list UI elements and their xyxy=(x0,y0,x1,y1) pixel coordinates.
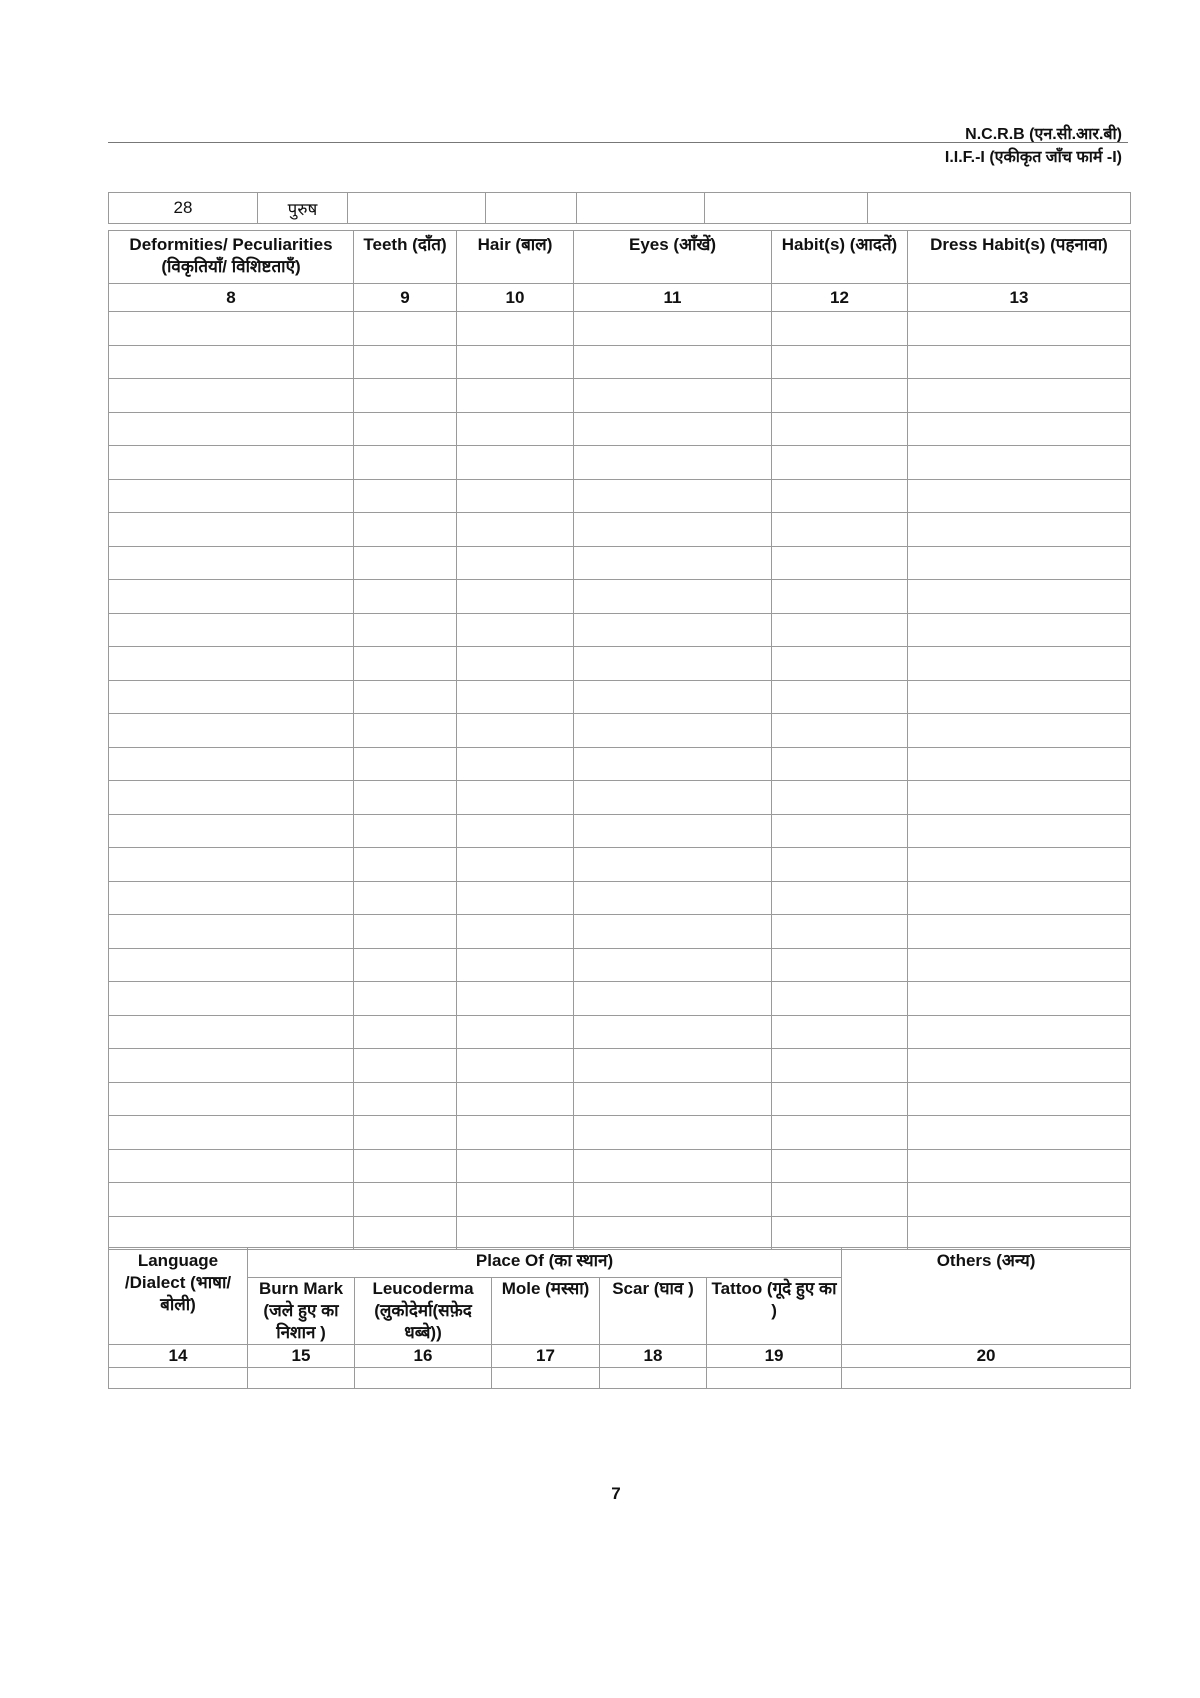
entry-cell[interactable] xyxy=(908,848,1131,882)
entry-row xyxy=(109,1216,1131,1250)
entry-cell[interactable] xyxy=(457,1183,574,1217)
entry-cell[interactable] xyxy=(574,1149,772,1183)
entry-cell[interactable] xyxy=(908,412,1131,446)
entry-cell[interactable] xyxy=(772,680,908,714)
entry-cell[interactable] xyxy=(574,848,772,882)
column-number: 18 xyxy=(600,1345,707,1368)
entry-cell[interactable] xyxy=(772,1015,908,1049)
entry-cell[interactable] xyxy=(908,982,1131,1016)
entry-cell[interactable] xyxy=(109,948,354,982)
entry-cell[interactable] xyxy=(109,881,354,915)
entry-cell[interactable] xyxy=(772,312,908,346)
blank-rows xyxy=(109,312,1131,1250)
entry-row xyxy=(109,948,1131,982)
entry-cell[interactable] xyxy=(574,1116,772,1150)
entry-cell[interactable] xyxy=(908,546,1131,580)
entry-cell[interactable] xyxy=(457,345,574,379)
burn-mark-header: Burn Mark (जले हुए का निशान ) xyxy=(248,1278,355,1345)
entry-cell[interactable] xyxy=(908,1049,1131,1083)
column-number: 11 xyxy=(574,284,772,312)
entry-cell[interactable] xyxy=(908,714,1131,748)
deformities-header: Deformities/ Peculiarities (विकृतियाँ/ विशिष्टताएँ) xyxy=(109,231,354,284)
entry-cell[interactable] xyxy=(109,446,354,480)
form-code-ncrb: N.C.R.B (एन.सी.आर.बी) xyxy=(965,126,1122,143)
entry-cell[interactable] xyxy=(772,948,908,982)
entry-cell[interactable] xyxy=(354,948,457,982)
entry-cell[interactable] xyxy=(457,1216,574,1250)
entry-cell[interactable] xyxy=(457,647,574,681)
entry-cell[interactable] xyxy=(354,747,457,781)
entry-cell[interactable] xyxy=(772,881,908,915)
place-of-header: Place Of (का स्थान) xyxy=(248,1248,842,1278)
entry-cell[interactable] xyxy=(908,312,1131,346)
entry-cell[interactable] xyxy=(109,379,354,413)
entry-cell[interactable] xyxy=(457,546,574,580)
entry-cell[interactable] xyxy=(908,1183,1131,1217)
entry-cell[interactable] xyxy=(908,680,1131,714)
entry-cell[interactable] xyxy=(109,1049,354,1083)
entry-cell[interactable] xyxy=(707,1368,842,1389)
entry-cell[interactable] xyxy=(457,1116,574,1150)
entry-cell[interactable] xyxy=(772,1082,908,1116)
entry-cell[interactable] xyxy=(772,513,908,547)
blank-cell[interactable] xyxy=(868,193,1131,224)
entry-cell[interactable] xyxy=(109,647,354,681)
entry-cell[interactable] xyxy=(574,1183,772,1217)
entry-cell[interactable] xyxy=(354,412,457,446)
entry-cell[interactable] xyxy=(908,379,1131,413)
entry-cell[interactable] xyxy=(109,1015,354,1049)
eyes-header: Eyes (आँखें) xyxy=(574,231,772,284)
entry-row xyxy=(109,848,1131,882)
entry-cell[interactable] xyxy=(354,1116,457,1150)
entry-cell[interactable] xyxy=(354,1015,457,1049)
header-divider xyxy=(108,142,1128,143)
entry-cell[interactable] xyxy=(248,1368,355,1389)
entry-cell[interactable] xyxy=(109,345,354,379)
entry-cell[interactable] xyxy=(457,379,574,413)
entry-cell[interactable] xyxy=(457,680,574,714)
blank-cell[interactable] xyxy=(486,193,577,224)
entry-cell[interactable] xyxy=(109,1183,354,1217)
entry-cell[interactable] xyxy=(908,1149,1131,1183)
column-number: 10 xyxy=(457,284,574,312)
entry-cell[interactable] xyxy=(354,1082,457,1116)
entry-cell[interactable] xyxy=(908,915,1131,949)
entry-cell[interactable] xyxy=(354,379,457,413)
entry-cell[interactable] xyxy=(908,479,1131,513)
header-row xyxy=(109,1248,1131,1278)
entry-row xyxy=(109,647,1131,681)
entry-cell[interactable] xyxy=(574,814,772,848)
entry-cell[interactable] xyxy=(574,345,772,379)
entry-cell[interactable] xyxy=(457,580,574,614)
entry-row xyxy=(109,881,1131,915)
entry-row xyxy=(109,412,1131,446)
entry-cell[interactable] xyxy=(457,948,574,982)
entry-cell[interactable] xyxy=(457,714,574,748)
column-number: 14 xyxy=(109,1345,248,1368)
entry-cell[interactable] xyxy=(354,580,457,614)
leucoderma-header: Leucoderma (लुकोदेर्मा(सफ़ेद धब्बे)) xyxy=(355,1278,492,1345)
entry-cell[interactable] xyxy=(842,1368,1131,1389)
entry-cell[interactable] xyxy=(354,513,457,547)
column-number: 19 xyxy=(707,1345,842,1368)
entry-cell[interactable] xyxy=(457,814,574,848)
entry-cell[interactable] xyxy=(574,747,772,781)
entry-cell[interactable] xyxy=(574,1015,772,1049)
column-number: 20 xyxy=(842,1345,1131,1368)
entry-cell[interactable] xyxy=(772,546,908,580)
entry-cell[interactable] xyxy=(109,781,354,815)
entry-cell[interactable] xyxy=(574,446,772,480)
entry-cell[interactable] xyxy=(109,982,354,1016)
entry-row xyxy=(109,680,1131,714)
entry-cell[interactable] xyxy=(772,982,908,1016)
entry-row xyxy=(109,1183,1131,1217)
entry-row xyxy=(109,1116,1131,1150)
entry-cell[interactable] xyxy=(772,1216,908,1250)
entry-cell[interactable] xyxy=(354,848,457,882)
entry-cell[interactable] xyxy=(908,580,1131,614)
entry-cell[interactable] xyxy=(574,580,772,614)
entry-cell[interactable] xyxy=(457,412,574,446)
entry-cell[interactable] xyxy=(574,379,772,413)
entry-cell[interactable] xyxy=(574,881,772,915)
entry-cell[interactable] xyxy=(109,1116,354,1150)
entry-cell[interactable] xyxy=(109,580,354,614)
habits-header: Habit(s) (आदतें) xyxy=(772,231,908,284)
entry-cell[interactable] xyxy=(600,1368,707,1389)
entry-cell[interactable] xyxy=(574,613,772,647)
entry-cell[interactable] xyxy=(354,881,457,915)
entry-cell[interactable] xyxy=(354,915,457,949)
entry-row xyxy=(109,1082,1131,1116)
entry-cell[interactable] xyxy=(109,747,354,781)
entry-cell[interactable] xyxy=(574,479,772,513)
column-number-row xyxy=(109,284,1131,312)
column-number: 16 xyxy=(355,1345,492,1368)
entry-row xyxy=(109,1049,1131,1083)
entry-cell[interactable] xyxy=(908,1082,1131,1116)
entry-cell[interactable] xyxy=(457,513,574,547)
entry-cell[interactable] xyxy=(354,647,457,681)
entry-cell[interactable] xyxy=(492,1368,600,1389)
entry-cell[interactable] xyxy=(772,848,908,882)
entry-cell[interactable] xyxy=(772,1183,908,1217)
entry-cell[interactable] xyxy=(354,479,457,513)
entry-row xyxy=(109,982,1131,1016)
entry-row xyxy=(109,479,1131,513)
entry-cell[interactable] xyxy=(772,345,908,379)
scar-header: Scar (घाव ) xyxy=(600,1278,707,1345)
blank-cell[interactable] xyxy=(577,193,705,224)
column-number: 8 xyxy=(109,284,354,312)
entry-cell[interactable] xyxy=(772,580,908,614)
entry-cell[interactable] xyxy=(457,613,574,647)
entry-cell[interactable] xyxy=(354,345,457,379)
entry-cell[interactable] xyxy=(772,747,908,781)
entry-cell[interactable] xyxy=(908,781,1131,815)
entry-cell[interactable] xyxy=(908,814,1131,848)
entry-cell[interactable] xyxy=(354,312,457,346)
entry-cell[interactable] xyxy=(908,1015,1131,1049)
entry-cell[interactable] xyxy=(574,1049,772,1083)
entry-cell[interactable] xyxy=(457,848,574,882)
mole-header: Mole (मस्सा) xyxy=(492,1278,600,1345)
entry-cell[interactable] xyxy=(908,881,1131,915)
entry-cell[interactable] xyxy=(908,513,1131,547)
tattoo-header: Tattoo (गूदे हुए का ) xyxy=(707,1278,842,1345)
entry-cell[interactable] xyxy=(354,714,457,748)
entry-cell[interactable] xyxy=(354,781,457,815)
physical-features-table xyxy=(108,230,1131,1250)
entry-cell[interactable] xyxy=(772,714,908,748)
entry-cell[interactable] xyxy=(574,647,772,681)
continuation-row xyxy=(108,192,1131,224)
column-number: 12 xyxy=(772,284,908,312)
entry-cell[interactable] xyxy=(457,1015,574,1049)
entry-cell[interactable] xyxy=(574,781,772,815)
entry-cell[interactable] xyxy=(457,479,574,513)
entry-cell[interactable] xyxy=(908,948,1131,982)
entry-cell[interactable] xyxy=(574,412,772,446)
hair-header: Hair (बाल) xyxy=(457,231,574,284)
column-number: 13 xyxy=(908,284,1131,312)
entry-cell[interactable] xyxy=(574,1082,772,1116)
entry-cell[interactable] xyxy=(574,714,772,748)
blank-cell[interactable] xyxy=(705,193,868,224)
entry-cell[interactable] xyxy=(457,915,574,949)
entry-cell[interactable] xyxy=(457,781,574,815)
entry-cell[interactable] xyxy=(457,1049,574,1083)
entry-cell[interactable] xyxy=(354,1216,457,1250)
entry-cell[interactable] xyxy=(457,446,574,480)
entry-cell[interactable] xyxy=(354,814,457,848)
entry-cell[interactable] xyxy=(772,1116,908,1150)
entry-row xyxy=(109,513,1131,547)
form-code-iif: I.I.F.-I (एकीकृत जाँच फार्म -I) xyxy=(944,149,1122,166)
entry-cell[interactable] xyxy=(457,982,574,1016)
entry-cell[interactable] xyxy=(354,613,457,647)
entry-row xyxy=(109,345,1131,379)
entry-cell[interactable] xyxy=(457,881,574,915)
entry-cell[interactable] xyxy=(109,680,354,714)
entry-row xyxy=(109,1149,1131,1183)
entry-cell[interactable] xyxy=(457,747,574,781)
blank-cell[interactable] xyxy=(348,193,486,224)
entry-cell[interactable] xyxy=(574,513,772,547)
entry-cell[interactable] xyxy=(772,479,908,513)
entry-cell[interactable] xyxy=(908,747,1131,781)
entry-cell[interactable] xyxy=(109,513,354,547)
entry-cell[interactable] xyxy=(772,379,908,413)
entry-cell[interactable] xyxy=(457,312,574,346)
entry-cell[interactable] xyxy=(109,714,354,748)
entry-row xyxy=(109,814,1131,848)
entry-cell[interactable] xyxy=(908,1216,1131,1250)
column-number-row xyxy=(109,1345,1131,1368)
entry-cell[interactable] xyxy=(772,446,908,480)
entry-cell[interactable] xyxy=(109,848,354,882)
entry-cell[interactable] xyxy=(772,613,908,647)
language-header: Language /Dialect (भाषा/बोली) xyxy=(109,1248,248,1345)
entry-cell[interactable] xyxy=(109,312,354,346)
entry-row xyxy=(109,546,1131,580)
entry-cell[interactable] xyxy=(772,814,908,848)
entry-row xyxy=(109,312,1131,346)
entry-cell[interactable] xyxy=(772,1149,908,1183)
entry-cell[interactable] xyxy=(574,1216,772,1250)
entry-cell[interactable] xyxy=(908,345,1131,379)
entry-cell[interactable] xyxy=(354,1049,457,1083)
entry-row xyxy=(109,379,1131,413)
entry-cell[interactable] xyxy=(109,1216,354,1250)
entry-cell[interactable] xyxy=(355,1368,492,1389)
entry-cell[interactable] xyxy=(772,1049,908,1083)
column-number: 9 xyxy=(354,284,457,312)
entry-cell[interactable] xyxy=(772,915,908,949)
entry-row xyxy=(109,714,1131,748)
column-number: 15 xyxy=(248,1345,355,1368)
entry-cell[interactable] xyxy=(574,546,772,580)
entry-cell[interactable] xyxy=(109,1082,354,1116)
entry-cell[interactable] xyxy=(109,479,354,513)
entry-cell[interactable] xyxy=(574,948,772,982)
entry-cell[interactable] xyxy=(109,1149,354,1183)
entry-cell[interactable] xyxy=(354,546,457,580)
entry-cell[interactable] xyxy=(354,1183,457,1217)
entry-row xyxy=(109,1015,1131,1049)
entry-row xyxy=(109,580,1131,614)
identification-marks-table xyxy=(108,1247,1131,1389)
entry-cell[interactable] xyxy=(354,680,457,714)
entry-row xyxy=(109,781,1131,815)
entry-cell[interactable] xyxy=(354,446,457,480)
teeth-header: Teeth (दाँत) xyxy=(354,231,457,284)
entry-cell[interactable] xyxy=(908,1116,1131,1150)
entry-row xyxy=(109,1368,1131,1389)
entry-row xyxy=(109,446,1131,480)
column-number: 17 xyxy=(492,1345,600,1368)
entry-cell[interactable] xyxy=(908,613,1131,647)
entry-cell[interactable] xyxy=(772,781,908,815)
entry-cell[interactable] xyxy=(574,915,772,949)
entry-cell[interactable] xyxy=(109,546,354,580)
entry-cell[interactable] xyxy=(908,446,1131,480)
gender-cell: पुरुष xyxy=(258,193,348,224)
entry-cell[interactable] xyxy=(109,1368,248,1389)
entry-cell[interactable] xyxy=(574,312,772,346)
entry-cell[interactable] xyxy=(772,647,908,681)
page-number: 7 xyxy=(611,1484,621,1503)
entry-row xyxy=(109,613,1131,647)
entry-row xyxy=(109,747,1131,781)
entry-cell[interactable] xyxy=(354,1149,457,1183)
entry-cell[interactable] xyxy=(354,982,457,1016)
dress-habits-header: Dress Habit(s) (पहनावा) xyxy=(908,231,1131,284)
entry-cell[interactable] xyxy=(109,814,354,848)
entry-cell[interactable] xyxy=(109,613,354,647)
age-cell: 28 xyxy=(109,193,258,224)
entry-cell[interactable] xyxy=(908,647,1131,681)
entry-cell[interactable] xyxy=(457,1082,574,1116)
header-row xyxy=(109,231,1131,284)
others-header: Others (अन्य) xyxy=(842,1248,1131,1345)
entry-cell[interactable] xyxy=(574,982,772,1016)
entry-row xyxy=(109,915,1131,949)
entry-cell[interactable] xyxy=(109,412,354,446)
entry-cell[interactable] xyxy=(457,1149,574,1183)
entry-cell[interactable] xyxy=(772,412,908,446)
entry-cell[interactable] xyxy=(574,680,772,714)
entry-cell[interactable] xyxy=(109,915,354,949)
